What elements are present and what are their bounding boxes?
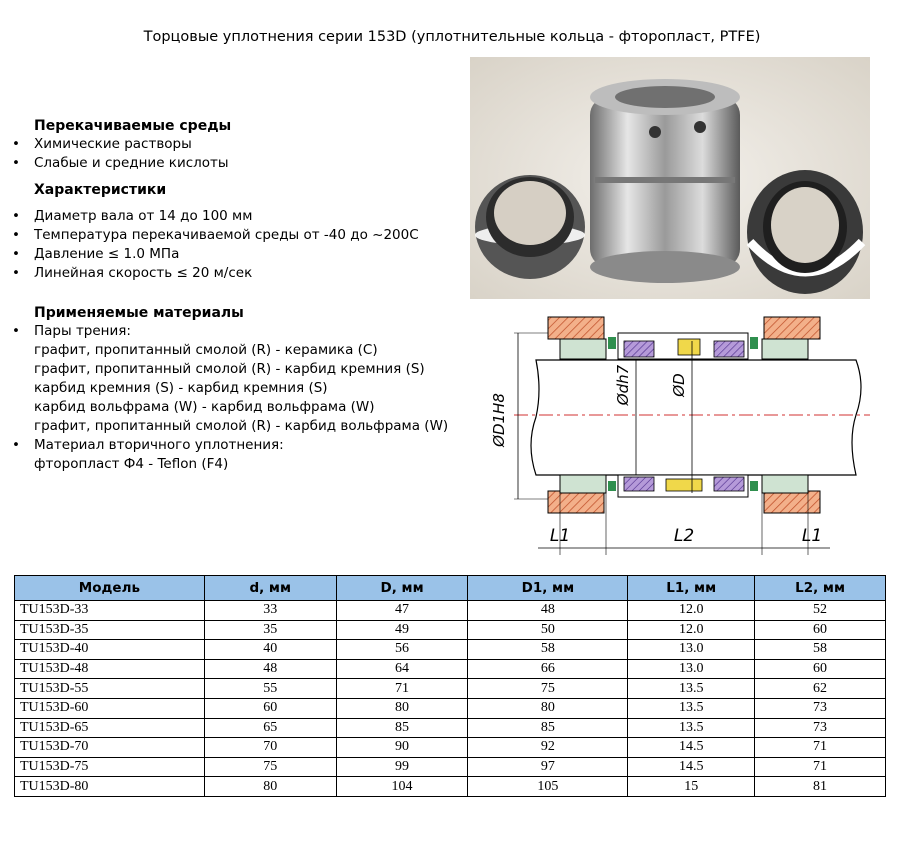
cell: 33 xyxy=(204,601,336,621)
d1h8-label: ØD1H8 xyxy=(490,393,508,447)
cell: 48 xyxy=(204,659,336,679)
table-row xyxy=(15,659,886,679)
col-d: d, мм xyxy=(204,576,336,601)
cell: 99 xyxy=(336,757,468,777)
cell: 13.0 xyxy=(628,659,755,679)
cell: 64 xyxy=(336,659,468,679)
cell: TU153D-35 xyxy=(15,620,205,640)
materials-list xyxy=(12,322,448,474)
cell: 62 xyxy=(755,679,886,699)
table-row xyxy=(15,738,886,758)
cell: 90 xyxy=(336,738,468,758)
col-D: D, мм xyxy=(336,576,468,601)
cell: 56 xyxy=(336,640,468,660)
friction-pair: графит, пропитанный смолой (R) - карбид вольфрама (W) xyxy=(34,418,449,434)
cell: 55 xyxy=(204,679,336,699)
cell: 92 xyxy=(468,738,628,758)
cell: 85 xyxy=(468,718,628,738)
col-model: Модель xyxy=(15,576,205,601)
cell: 65 xyxy=(204,718,336,738)
cell: 70 xyxy=(204,738,336,758)
table-row xyxy=(15,718,886,738)
cell: 13.0 xyxy=(628,640,755,660)
d-label: ØD xyxy=(670,373,688,397)
list-item: • Слабые и средние кислоты xyxy=(12,154,229,173)
cell: TU153D-80 xyxy=(15,777,205,797)
table-row xyxy=(15,679,886,699)
list-item: • Температура перекачиваемой среды от -40 до ~200С xyxy=(12,226,419,245)
dh7-label: Ødh7 xyxy=(614,364,632,406)
secondary-seal-value: фторопласт Ф4 - Teflon (F4) xyxy=(34,456,229,472)
cell: TU153D-33 xyxy=(15,601,205,621)
secondary-seal-label: • Материал вторичного уплотнения: xyxy=(12,436,448,455)
cell: 52 xyxy=(755,601,886,621)
table-row xyxy=(15,698,886,718)
cell: TU153D-75 xyxy=(15,757,205,777)
cell: TU153D-70 xyxy=(15,738,205,758)
table-row xyxy=(15,620,886,640)
table-header-row xyxy=(15,576,886,601)
cell: 58 xyxy=(755,640,886,660)
cell: 12.0 xyxy=(628,601,755,621)
cell: 71 xyxy=(755,738,886,758)
cell: 105 xyxy=(468,777,628,797)
list-item: • Диаметр вала от 14 до 100 мм xyxy=(12,207,419,226)
cell: TU153D-40 xyxy=(15,640,205,660)
cell: 49 xyxy=(336,620,468,640)
cell: 58 xyxy=(468,640,628,660)
table-row xyxy=(15,757,886,777)
cell: 97 xyxy=(468,757,628,777)
product-photo xyxy=(470,57,870,299)
table-row xyxy=(15,640,886,660)
cell: 14.5 xyxy=(628,757,755,777)
cell: 71 xyxy=(336,679,468,699)
specs-heading: Характеристики xyxy=(34,182,167,198)
mechanical-seal-image xyxy=(470,57,870,299)
cell: 60 xyxy=(204,698,336,718)
cell: 14.5 xyxy=(628,738,755,758)
cell: 80 xyxy=(468,698,628,718)
cell: 73 xyxy=(755,718,886,738)
cell: 80 xyxy=(336,698,468,718)
friction-pair: графит, пропитанный смолой (R) - карбид кремния (S) xyxy=(34,361,425,377)
cell: 13.5 xyxy=(628,698,755,718)
seal-drawing xyxy=(478,305,878,565)
cell: 75 xyxy=(468,679,628,699)
cell: TU153D-60 xyxy=(15,698,205,718)
cell: TU153D-55 xyxy=(15,679,205,699)
cell: 75 xyxy=(204,757,336,777)
table-row xyxy=(15,601,886,621)
l2-label: L2 xyxy=(673,526,695,546)
cell: 12.0 xyxy=(628,620,755,640)
cell: 50 xyxy=(468,620,628,640)
cell: 81 xyxy=(755,777,886,797)
cell: TU153D-65 xyxy=(15,718,205,738)
cell: 80 xyxy=(204,777,336,797)
cell: 13.5 xyxy=(628,679,755,699)
col-L1: L1, мм xyxy=(628,576,755,601)
cell: 35 xyxy=(204,620,336,640)
cell: TU153D-48 xyxy=(15,659,205,679)
cell: 47 xyxy=(336,601,468,621)
col-D1: D1, мм xyxy=(468,576,628,601)
models-table xyxy=(14,575,886,797)
cell: 66 xyxy=(468,659,628,679)
friction-pair: графит, пропитанный смолой (R) - керамика (C) xyxy=(34,342,378,358)
friction-pair: карбид вольфрама (W) - карбид вольфрама (W) xyxy=(34,399,375,415)
cell: 104 xyxy=(336,777,468,797)
list-item: • Линейная скорость ≤ 20 м/сек xyxy=(12,264,419,283)
col-L2: L2, мм xyxy=(755,576,886,601)
cell: 13.5 xyxy=(628,718,755,738)
cell: 71 xyxy=(755,757,886,777)
l1-right-label: L1 xyxy=(801,526,823,546)
page-title: Торцовые уплотнения серии 153D (уплотнительные кольца - фторопласт, PTFE) xyxy=(143,29,761,45)
cell: 15 xyxy=(628,777,755,797)
cell: 60 xyxy=(755,620,886,640)
cell: 40 xyxy=(204,640,336,660)
l1-left-label: L1 xyxy=(549,526,571,546)
friction-label: • Пары трения: xyxy=(12,322,448,341)
list-item: • Химические растворы xyxy=(12,135,229,154)
cell: 60 xyxy=(755,659,886,679)
cell: 73 xyxy=(755,698,886,718)
media-list xyxy=(12,135,229,173)
media-heading: Перекачиваемые среды xyxy=(34,118,232,134)
materials-heading: Применяемые материалы xyxy=(34,305,244,321)
specs-list xyxy=(12,207,419,283)
friction-pair: карбид кремния (S) - карбид кремния (S) xyxy=(34,380,328,396)
table-row xyxy=(15,777,886,797)
cell: 48 xyxy=(468,601,628,621)
cell: 85 xyxy=(336,718,468,738)
list-item: • Давление ≤ 1.0 МПа xyxy=(12,245,419,264)
